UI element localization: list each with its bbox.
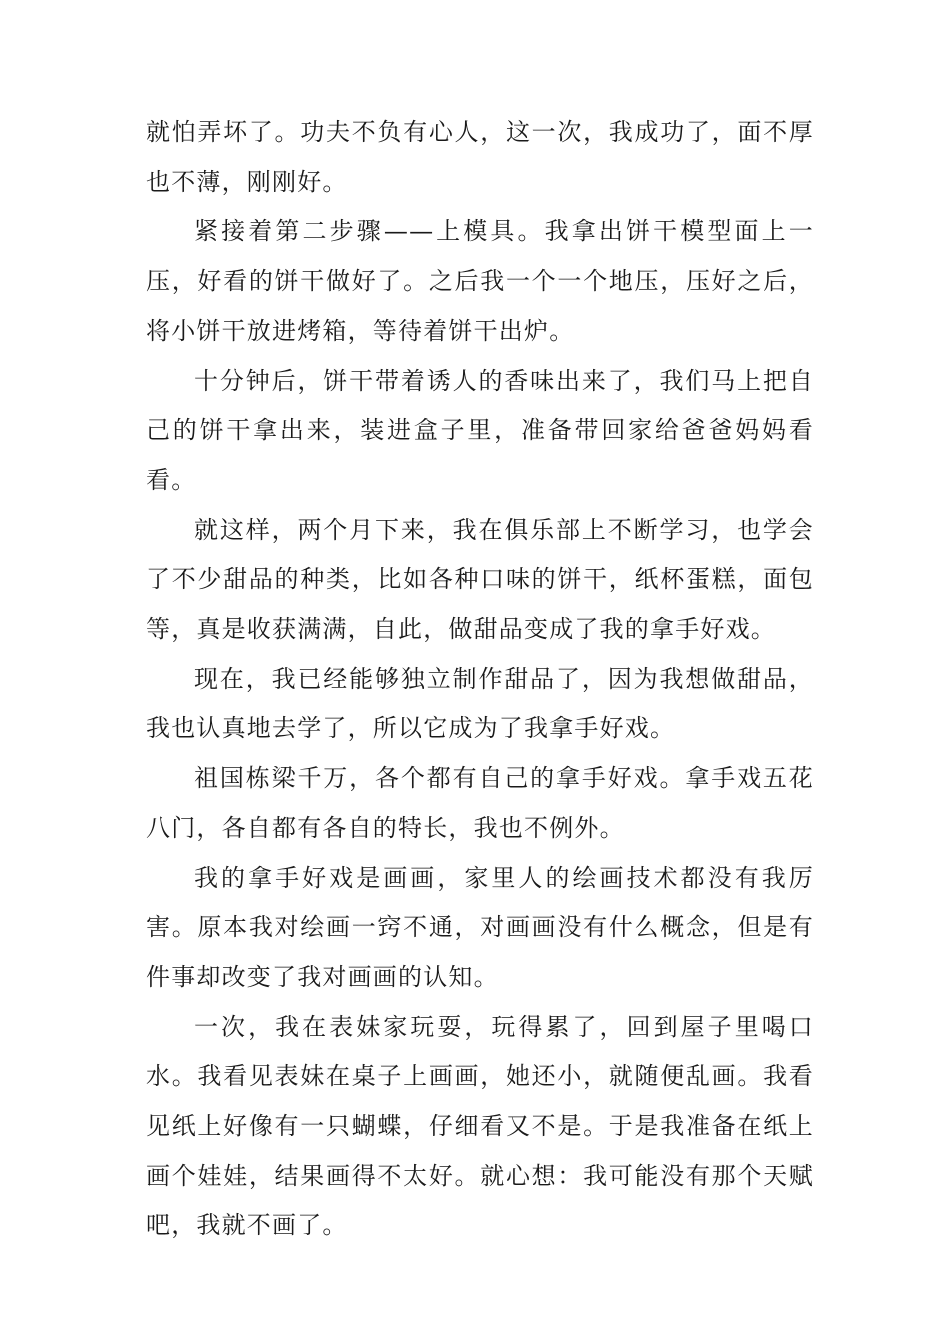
paragraph-7: 我的拿手好戏是画画，家里人的绘画技术都没有我厉害。原本我对绘画一窍不通，对画画没有什么概念，但是有件事却改变了我对画画的认知。 (146, 863, 814, 991)
document-body (146, 108, 814, 1251)
paragraph-4: 就这样，两个月下来，我在俱乐部上不断学习，也学会了不少甜品的种类，比如各种口味的饼干，纸杯蛋糕，面包等，真是收获满满，自此，做甜品变成了我的拿手好戏。 (146, 515, 814, 644)
paragraph-1: 就怕弄坏了。功夫不负有心人，这一次，我成功了，面不厚也不薄，刚刚好。 (146, 118, 814, 196)
paragraph-3: 十分钟后，饼干带着诱人的香味出来了，我们马上把自己的饼干拿出来，装进盒子里，准备带回家给爸爸妈妈看看。 (146, 366, 814, 494)
paragraph-6: 祖国栋梁千万，各个都有自己的拿手好戏。拿手戏五花八门，各自都有各自的特长，我也不例外。 (146, 764, 814, 842)
paragraph-8: 一次，我在表妹家玩耍，玩得累了，回到屋子里喝口水。我看见表妹在桌子上画画，她还小，就随便乱画。我看见纸上好像有一只蝴蝶，仔细看又不是。于是我准备在纸上画个娃娃，结果画得不太好。就心想：我可能没有那个天赋吧，我就不画了。 (146, 1012, 814, 1240)
paragraph-2: 紧接着第二步骤——上模具。我拿出饼干模型面上一压，好看的饼干做好了。之后我一个一个地压，压好之后，将小饼干放进烤箱，等待着饼干出炉。 (146, 217, 814, 345)
paragraph-5: 现在，我已经能够独立制作甜品了，因为我想做甜品，我也认真地去学了，所以它成为了我拿手好戏。 (146, 664, 814, 743)
